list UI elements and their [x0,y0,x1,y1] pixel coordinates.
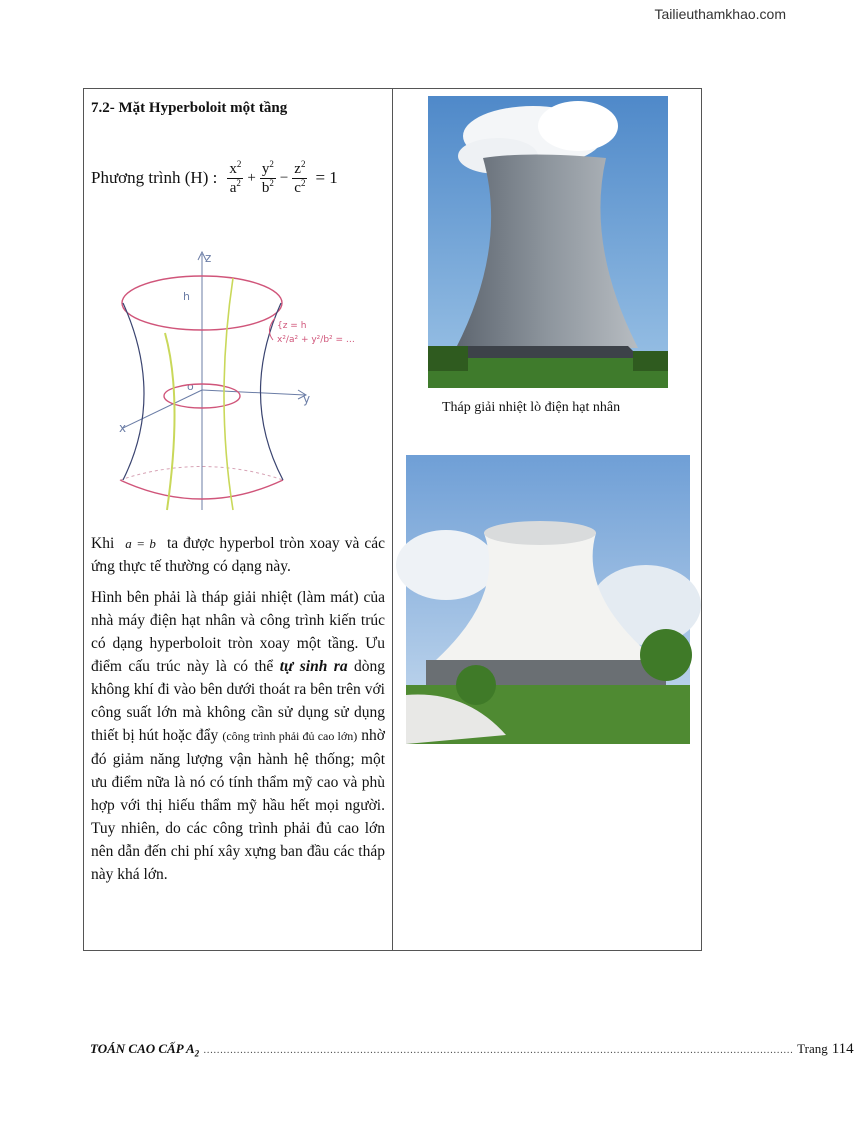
watermark: Tailieuthamkhao.com [654,6,786,22]
paragraph-condition: Khi a = b ta được hyperbol tròn xoay và các ứng thực tế thường có dạng này. [91,535,386,575]
origin-label: o [187,380,194,393]
equation-rhs: = 1 [315,168,338,188]
footer-dots: …………………………………………………………………………………………………………………………………………………………… [203,1045,794,1056]
cooling-tower-photo [428,96,668,388]
page-number: 114 [831,1041,854,1057]
fraction-z: $\frac{z^2}{c^2}$ [294,159,306,196]
svg-text:{z = h: {z = h [277,321,307,331]
section-heading: 7.2- Mặt Hyperboloit một tầng [91,100,288,116]
paragraph-description: Hình bên phải là tháp giải nhiệt (làm mát) của nhà máy điện hạt nhân và công trình kiến trúc có dạng hyperboloit tròn xoay một tầng. Ưu điểm cấu trúc này là có thể tự sinh ra dòng không khí đi vào bên dưới thoát ra bên trên với công suất lớn mà không cần sử dụng sử dụng thiết bị hút hoặc đẩy (công trình phải đủ cao lớn) nhờ đó giảm năng lượng vận hành hệ thống; một ưu điểm nữa là nó có tính thẩm mỹ cao và phù hợp với thị hiếu thẩm mỹ hầu hết mọi người. Tuy nhiên, do các công trình phải đủ cao lớn nên dẫn đến chi phí xây xựng ban đầu các tháp này khá lớn. [91,589,386,883]
plus-sign: + [247,169,256,186]
axis-y-label: y [303,392,311,406]
page-footer [90,1041,854,1059]
hyperboloid-equation [91,160,338,197]
emphasis-text: tự sinh ra [279,658,348,675]
page-label: Trang [797,1041,828,1056]
photo-caption: Tháp giải nhiệt lò điện hạt nhân [442,400,621,415]
svg-text:x²/a² + y²/b² = …: x²/a² + y²/b² = … [277,335,355,345]
condition-formula: a = b [125,536,156,551]
equation-prefix: Phương trình (H) : [91,168,218,188]
level-label: h [183,290,190,303]
fraction-x: $\frac{x^2}{a^2}$ [229,159,242,196]
hyperboloid-building-photo [406,455,690,744]
axis-x-label: x [119,421,127,435]
minus-sign: − [279,169,289,186]
footer-title: TOÁN CAO CẤP $A_2$ [90,1041,200,1059]
axis-z-label: z [205,251,212,265]
hyperboloid-sketch [105,248,375,518]
column-divider [392,88,393,951]
fraction-y: $\frac{y^2}{b^2}$ [261,159,274,196]
